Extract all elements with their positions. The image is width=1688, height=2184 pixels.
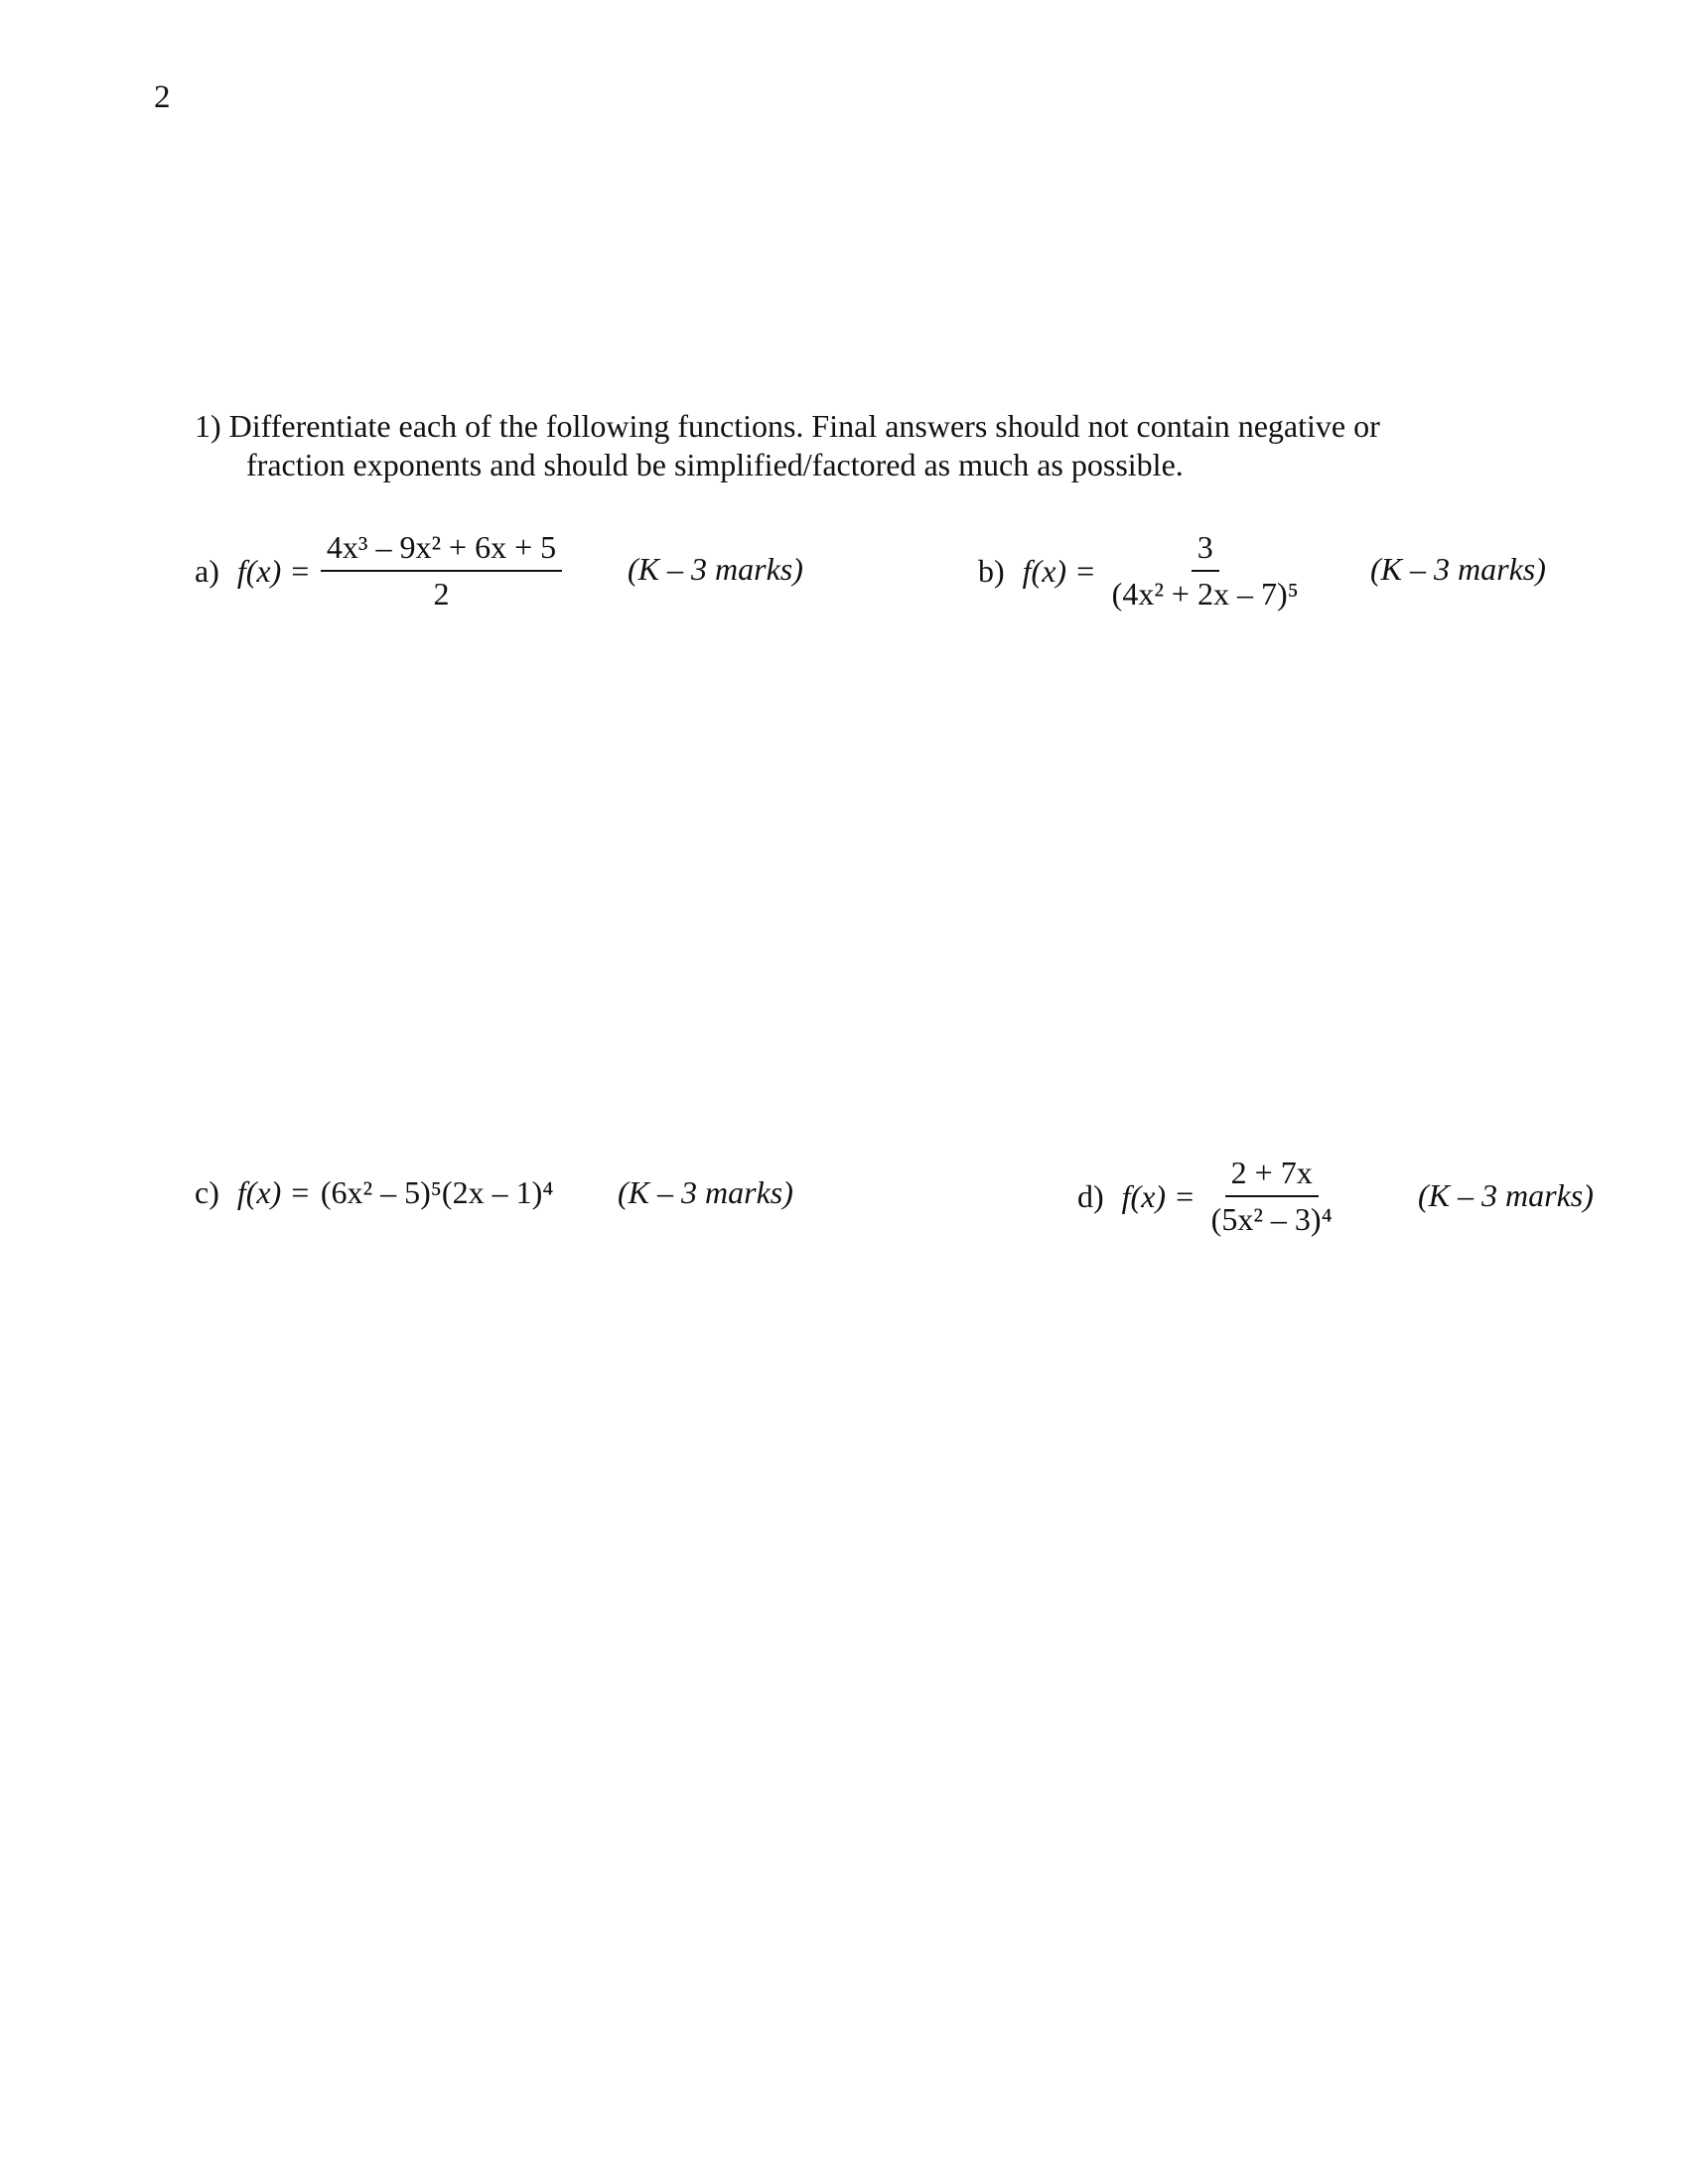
- problem-b-fraction: [1106, 529, 1305, 613]
- problem-a-numerator: 4x³ – 9x² + 6x + 5: [321, 529, 562, 572]
- problem-d-denominator: (5x² – 3)⁴: [1210, 1201, 1333, 1237]
- problem-b-marks: (K – 3 marks): [1370, 551, 1546, 587]
- question-line-2: fraction exponents and should be simplified/factored as much as possible.: [246, 447, 1184, 482]
- problem-a-denominator: 2: [433, 576, 450, 612]
- problem-d: [1077, 1155, 1338, 1238]
- problem-d-fraction: [1205, 1155, 1338, 1238]
- problem-a: [195, 529, 562, 613]
- problem-a-marks: (K – 3 marks): [628, 551, 803, 587]
- problem-c-function: f(x) =: [236, 1174, 311, 1210]
- problem-b-label: b): [978, 552, 1005, 589]
- problem-d-numerator: 2 + 7x: [1225, 1155, 1319, 1197]
- question-instructions: [195, 407, 1380, 484]
- problem-d-function: f(x) =: [1121, 1177, 1196, 1214]
- question-line-1: 1) Differentiate each of the following functions. Final answers should not contain negative or: [195, 408, 1380, 444]
- problem-b-denominator: (4x² + 2x – 7)⁵: [1111, 576, 1299, 612]
- problem-d-label: d): [1077, 1177, 1104, 1214]
- problem-c-marks: (K – 3 marks): [618, 1174, 793, 1210]
- problem-a-function: f(x) =: [236, 552, 311, 589]
- problem-d-marks: (K – 3 marks): [1418, 1177, 1594, 1213]
- problem-c-expression: (6x² – 5)⁵(2x – 1)⁴: [320, 1174, 554, 1210]
- problem-a-label: a): [195, 552, 219, 589]
- problem-a-fraction: [321, 529, 562, 613]
- problem-b-function: f(x) =: [1022, 552, 1096, 589]
- page-number: 2: [154, 79, 171, 115]
- problem-c: [195, 1174, 553, 1211]
- problem-c-label: c): [195, 1174, 219, 1210]
- problem-b: [978, 529, 1305, 613]
- problem-b-numerator: 3: [1192, 529, 1219, 572]
